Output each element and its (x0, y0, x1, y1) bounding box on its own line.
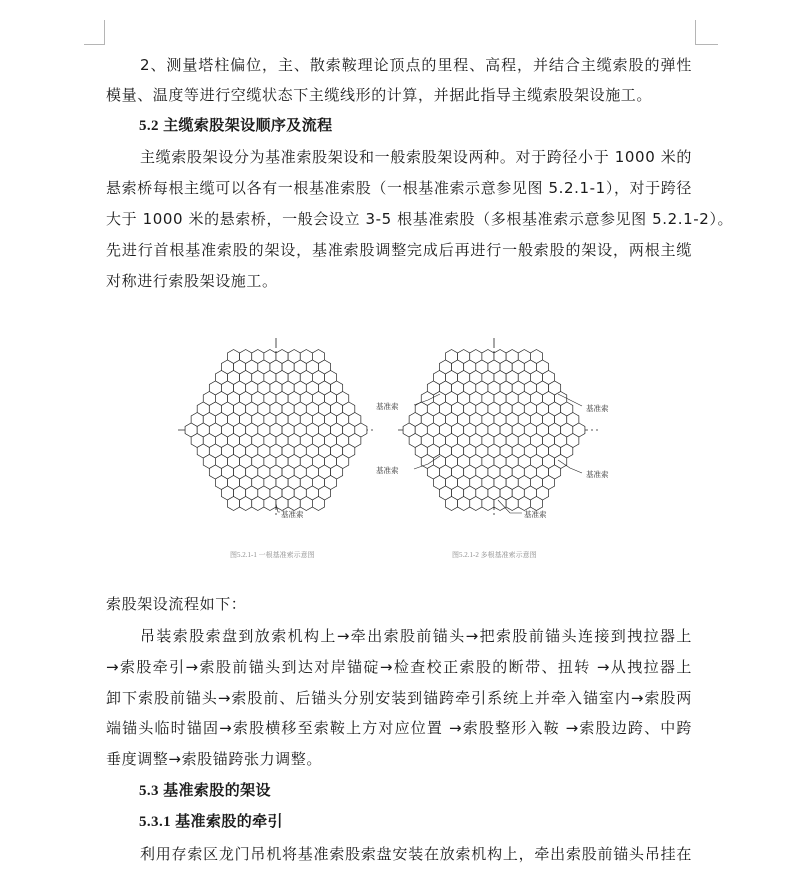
paragraph-line: 大于 1000 米的悬索桥，一般会设立 3-5 根基准索股（多根基准索示意参见图 5.2.1-2）。 (106, 210, 734, 228)
strand-hexagon (458, 497, 470, 511)
strand-hexagon (470, 497, 482, 511)
callout-label: 基准索 (281, 510, 304, 519)
strand-hexagon (252, 497, 264, 511)
paragraph-line: 主缆索股架设分为基准索股架设和一般索股架设两种。对于跨径小于 1000 米的 (140, 148, 692, 166)
flow-line: 吊装索股索盘到放索机构上→牵出索股前锚头→把索股前锚头连接到拽拉器上 (140, 627, 692, 645)
strand-bundle-right (403, 350, 585, 511)
strand-bundle-left (185, 350, 367, 511)
callout-label: 基准索 (376, 402, 399, 411)
strand-arrangement-figure (170, 328, 610, 568)
section-heading-5-2: 5.2 主缆索股架设顺序及流程 (139, 118, 333, 134)
paragraph-line: 模量、温度等进行空缆状态下主缆线形的计算，并据此指导主缆索股架设施工。 (106, 86, 653, 104)
paragraph-line: 对称进行索股架设施工。 (106, 272, 278, 290)
callout-label: 基准索 (586, 404, 609, 413)
paragraph-line: 悬索桥每根主缆可以各有一根基准索股（一根基准索示意参见图 5.2.1-1），对于跨径 (106, 179, 692, 197)
crop-mark-top-right (695, 20, 718, 45)
callout-label: 基准索 (586, 470, 609, 479)
crop-mark-top-left (84, 20, 105, 45)
paragraph-line: 先进行首根基准索股的架设，基准索股调整完成后再进行一般索股的架设，两根主缆 (106, 241, 692, 259)
strand-hexagon (228, 497, 240, 511)
flow-line: →索股牵引→索股前锚头到达对岸锚碇→检查校正索股的断带、扭转 →从拽拉器上 (106, 658, 692, 676)
section-heading-5-3: 5.3 基准索股的架设 (139, 783, 271, 799)
strand-hexagon (506, 497, 518, 511)
figure-caption-left: 图5.2.1-1 一根基准索示意图 (230, 551, 315, 559)
strand-hexagon (482, 497, 494, 511)
section-heading-5-3-1: 5.3.1 基准索股的牵引 (139, 814, 283, 830)
callout-label: 基准索 (524, 510, 547, 519)
strand-hexagon (264, 497, 276, 511)
strand-hexagon (446, 497, 458, 511)
hexagon-diagrams (170, 328, 610, 568)
paragraph-line: 2、测量塔柱偏位，主、散索鞍理论顶点的里程、高程，并结合主缆索股的弹性 (140, 56, 692, 74)
flow-line: 垂度调整→索股锚跨张力调整。 (106, 750, 322, 768)
paragraph-line: 利用存索区龙门吊机将基准索股索盘安装在放索机构上，牵出索股前锚头吊挂在 (140, 845, 692, 863)
flow-line: 端锚头临时锚固→索股横移至索鞍上方对应位置 →索股整形入鞍 →索股边跨、中跨 (106, 719, 692, 737)
flow-line: 卸下索股前锚头→索股前、后锚头分别安装到锚跨牵引系统上并牵入锚室内→索股两 (106, 689, 692, 707)
callout-label: 基准索 (376, 466, 399, 475)
strand-hexagon (312, 497, 324, 511)
strand-hexagon (494, 497, 506, 511)
figure-caption-right: 图5.2.1-2 多根基准索示意图 (452, 551, 537, 559)
flow-intro: 索股架设流程如下： (106, 595, 247, 613)
strand-hexagon (240, 497, 252, 511)
